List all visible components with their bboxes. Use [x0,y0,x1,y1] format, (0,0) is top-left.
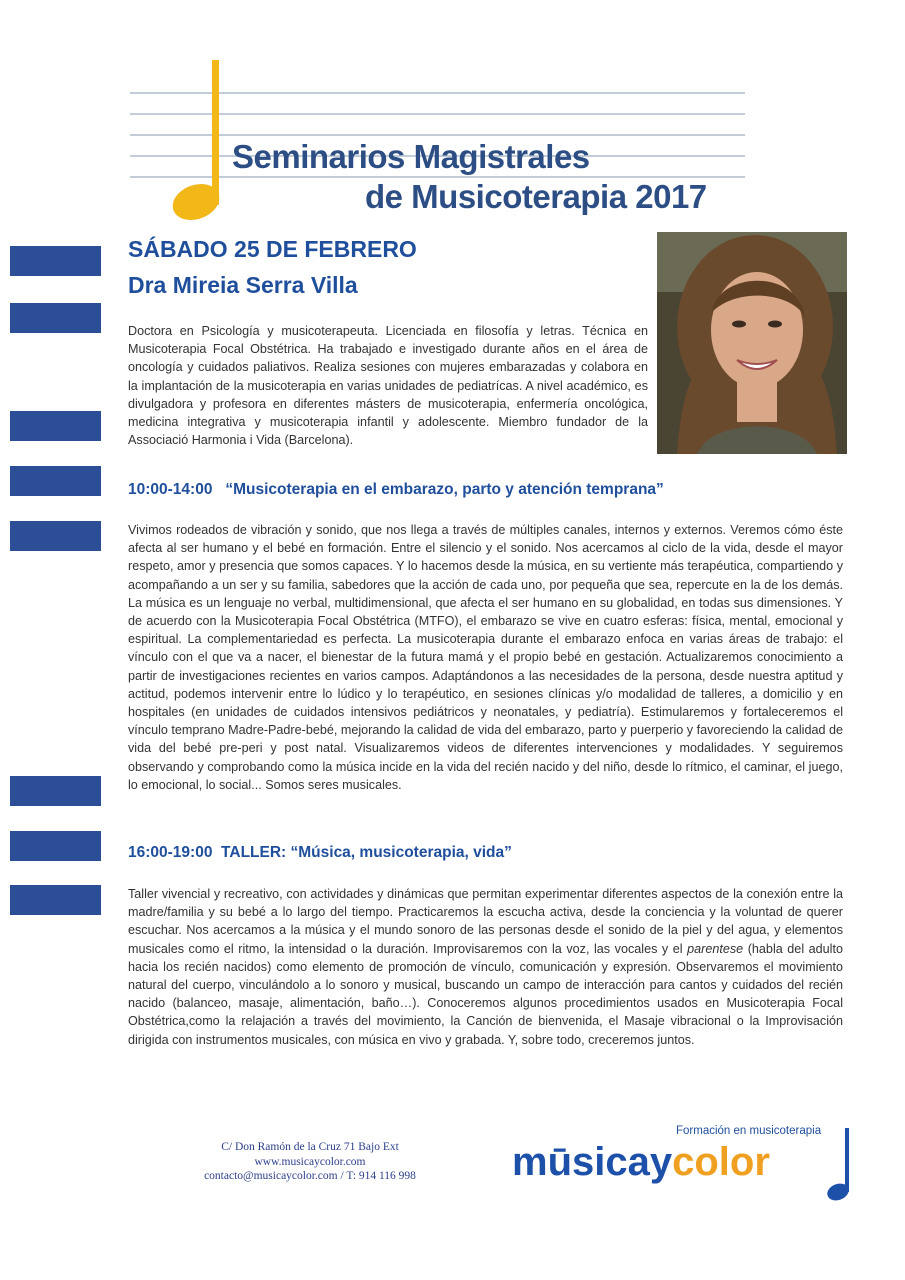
brand-logo [512,1140,770,1185]
speaker-name: Dra Mireia Serra Villa [128,272,358,298]
brand-tagline: Formación en musicoterapia [676,1125,822,1137]
brand-note-icon [826,1128,854,1206]
music-note-icon [168,60,238,225]
footer-contact [180,1140,440,1184]
section-body-afternoon [128,885,843,1049]
body-text: Taller vivencial y recreativo, con actividades y dinámicas que permitan experimentar diferentes aspectos de la conexión entre la madre/familia y su bebé a lo largo del tiempo. Practicaremos la escucha activa, desde la conciencia y la voluntad de querer escuchar. Nos acercamos a la música y el mundo sonoro de las personas desde el sonido de la piel y del agua, y elementos musicales como el ritmo, la intensidad o la duración. Improvisaremos con la voz, las vocales y el [128,887,843,956]
seminar-title-line2: de Musicoterapia 2017 [365,178,707,215]
seminar-title-line1: Seminarios Magistrales [232,138,590,175]
sidebar-block [10,466,101,496]
section-title-afternoon: 16:00-19:00 TALLER: “Música, musicoterapia, vida” [128,844,512,861]
session-date: SÁBADO 25 DE FEBRERO [128,236,417,262]
footer-website[interactable]: www.musicaycolor.com [254,1155,366,1168]
sidebar-block [10,411,101,441]
footer-email-phone[interactable]: contacto@musicaycolor.com / T: 914 116 998 [204,1170,416,1182]
sidebar-block [10,303,101,333]
footer-address: C/ Don Ramón de la Cruz 71 Bajo Ext [221,1141,399,1153]
body-italic-term: parentese [687,941,744,956]
section-title-morning: 10:00-14:00 “Musicoterapia en el embarazo, parto y atención temprana” [128,481,664,498]
sidebar-block [10,831,101,861]
brand-part1: mūsicay [512,1140,673,1184]
sidebar-block [10,885,101,915]
section-body-morning: Vivimos rodeados de vibración y sonido, que nos llega a través de múltiples canales, internos y externos. Veremos cómo éste afecta al ser humano y el bebé en formación. Entre el silencio y el sonido. Nos acercamos al ciclo de la vida, desde el mayor respeto, amor y presencia que somos capaces. Y lo hacemos desde la música, en su vertiente más terapéutica, compartiendo y acompañando a un ser y su familia, sabedores que la acción de cada uno, por pequeña que sea, repercute en la de los demás. La música es un lenguaje no verbal, multidimensional, que afecta el ser humano en su globalidad, en todas sus dimensiones. Y de acuerdo con la Musicoterapia Focal Obstétrica (MTFO), el embarazo se vive en cuatro esferas: física, mental, emocional y espiritual. La complementariedad es perfecta. La musicoterapia durante el embarazo enfoca en varias áreas de trabajo: el vínculo con el que va a nacer, el bienestar de la futura mamá y el propio bebé en gestación. Actualizaremos conocimiento a partir de investigaciones recientes en varios campos. Adaptándonos a las necesidades de la persona, desde nuestra aptitud y actitud, podemos intervenir entre lo lúdico y lo terapéutico, en sesiones clínicas y/o modalidad de talleres, a domicilio y en hospitales (en unidades de cuidados intensivos pediátricos y neonatales, y pediatría). Estimularemos y fortaleceremos el vínculo temprano Madre-Padre-bebé, mejorando la calidad de vida del embarazo, parto y puerperio y favoreciendo la calidad de vida del bebé pre-peri y post natal. Visualizaremos videos de diferentes intervenciones y modalidades. Y seguiremos observando y comprobando como la música incide en la vida del recién nacido y del niño, desde lo rítmico, el caminar, el juego, lo emocional, lo social... Somos seres musicales. [128,523,843,792]
brand-part2: color [672,1140,770,1184]
sidebar-block [10,246,101,276]
sidebar-block [10,521,101,551]
speaker-photo [657,232,847,454]
sidebar-block [10,776,101,806]
body-text: (habla del adulto hacia los recién nacidos) como elemento de promoción de vínculo, comunicación y expresión. Observaremos el movimiento natural del cuerpo, vinculándolo a lo sonoro y musical, buscando un campo de interacción para cantos y cuidados del recién nacido (balanceo, masaje, alimentación, baño…). Conoceremos algunos procedimientos usados en Musicoterapia Focal Obstétrica,como la relajación a través del movimiento, la Canción de bienvenida, el Masaje vibracional o la Improvisación dirigida con instrumentos musicales, con música en vivo y grabada. Y, sobre todo, creceremos juntos. [128,941,843,1047]
speaker-bio: Doctora en Psicología y musicoterapeuta. Licenciada en filosofía y letras. Técnica en Musicoterapia Focal Obstétrica. Ha trabajado e investigado durante años en el área de oncología y cuidados paliativos. Realiza sesiones con mujeres embarazadas y colabora en la implantación de la musicoterapia en varias unidades de pediatrícas. A nivel académico, es divulgadora y profesora en diferentes másters de musicoterapia, enfermería oncológica, medicina integrativa y musicoterapia infantil y adolescente. Miembro fundador de la Associació Harmonia i Vida (Barcelona). [128,324,648,448]
